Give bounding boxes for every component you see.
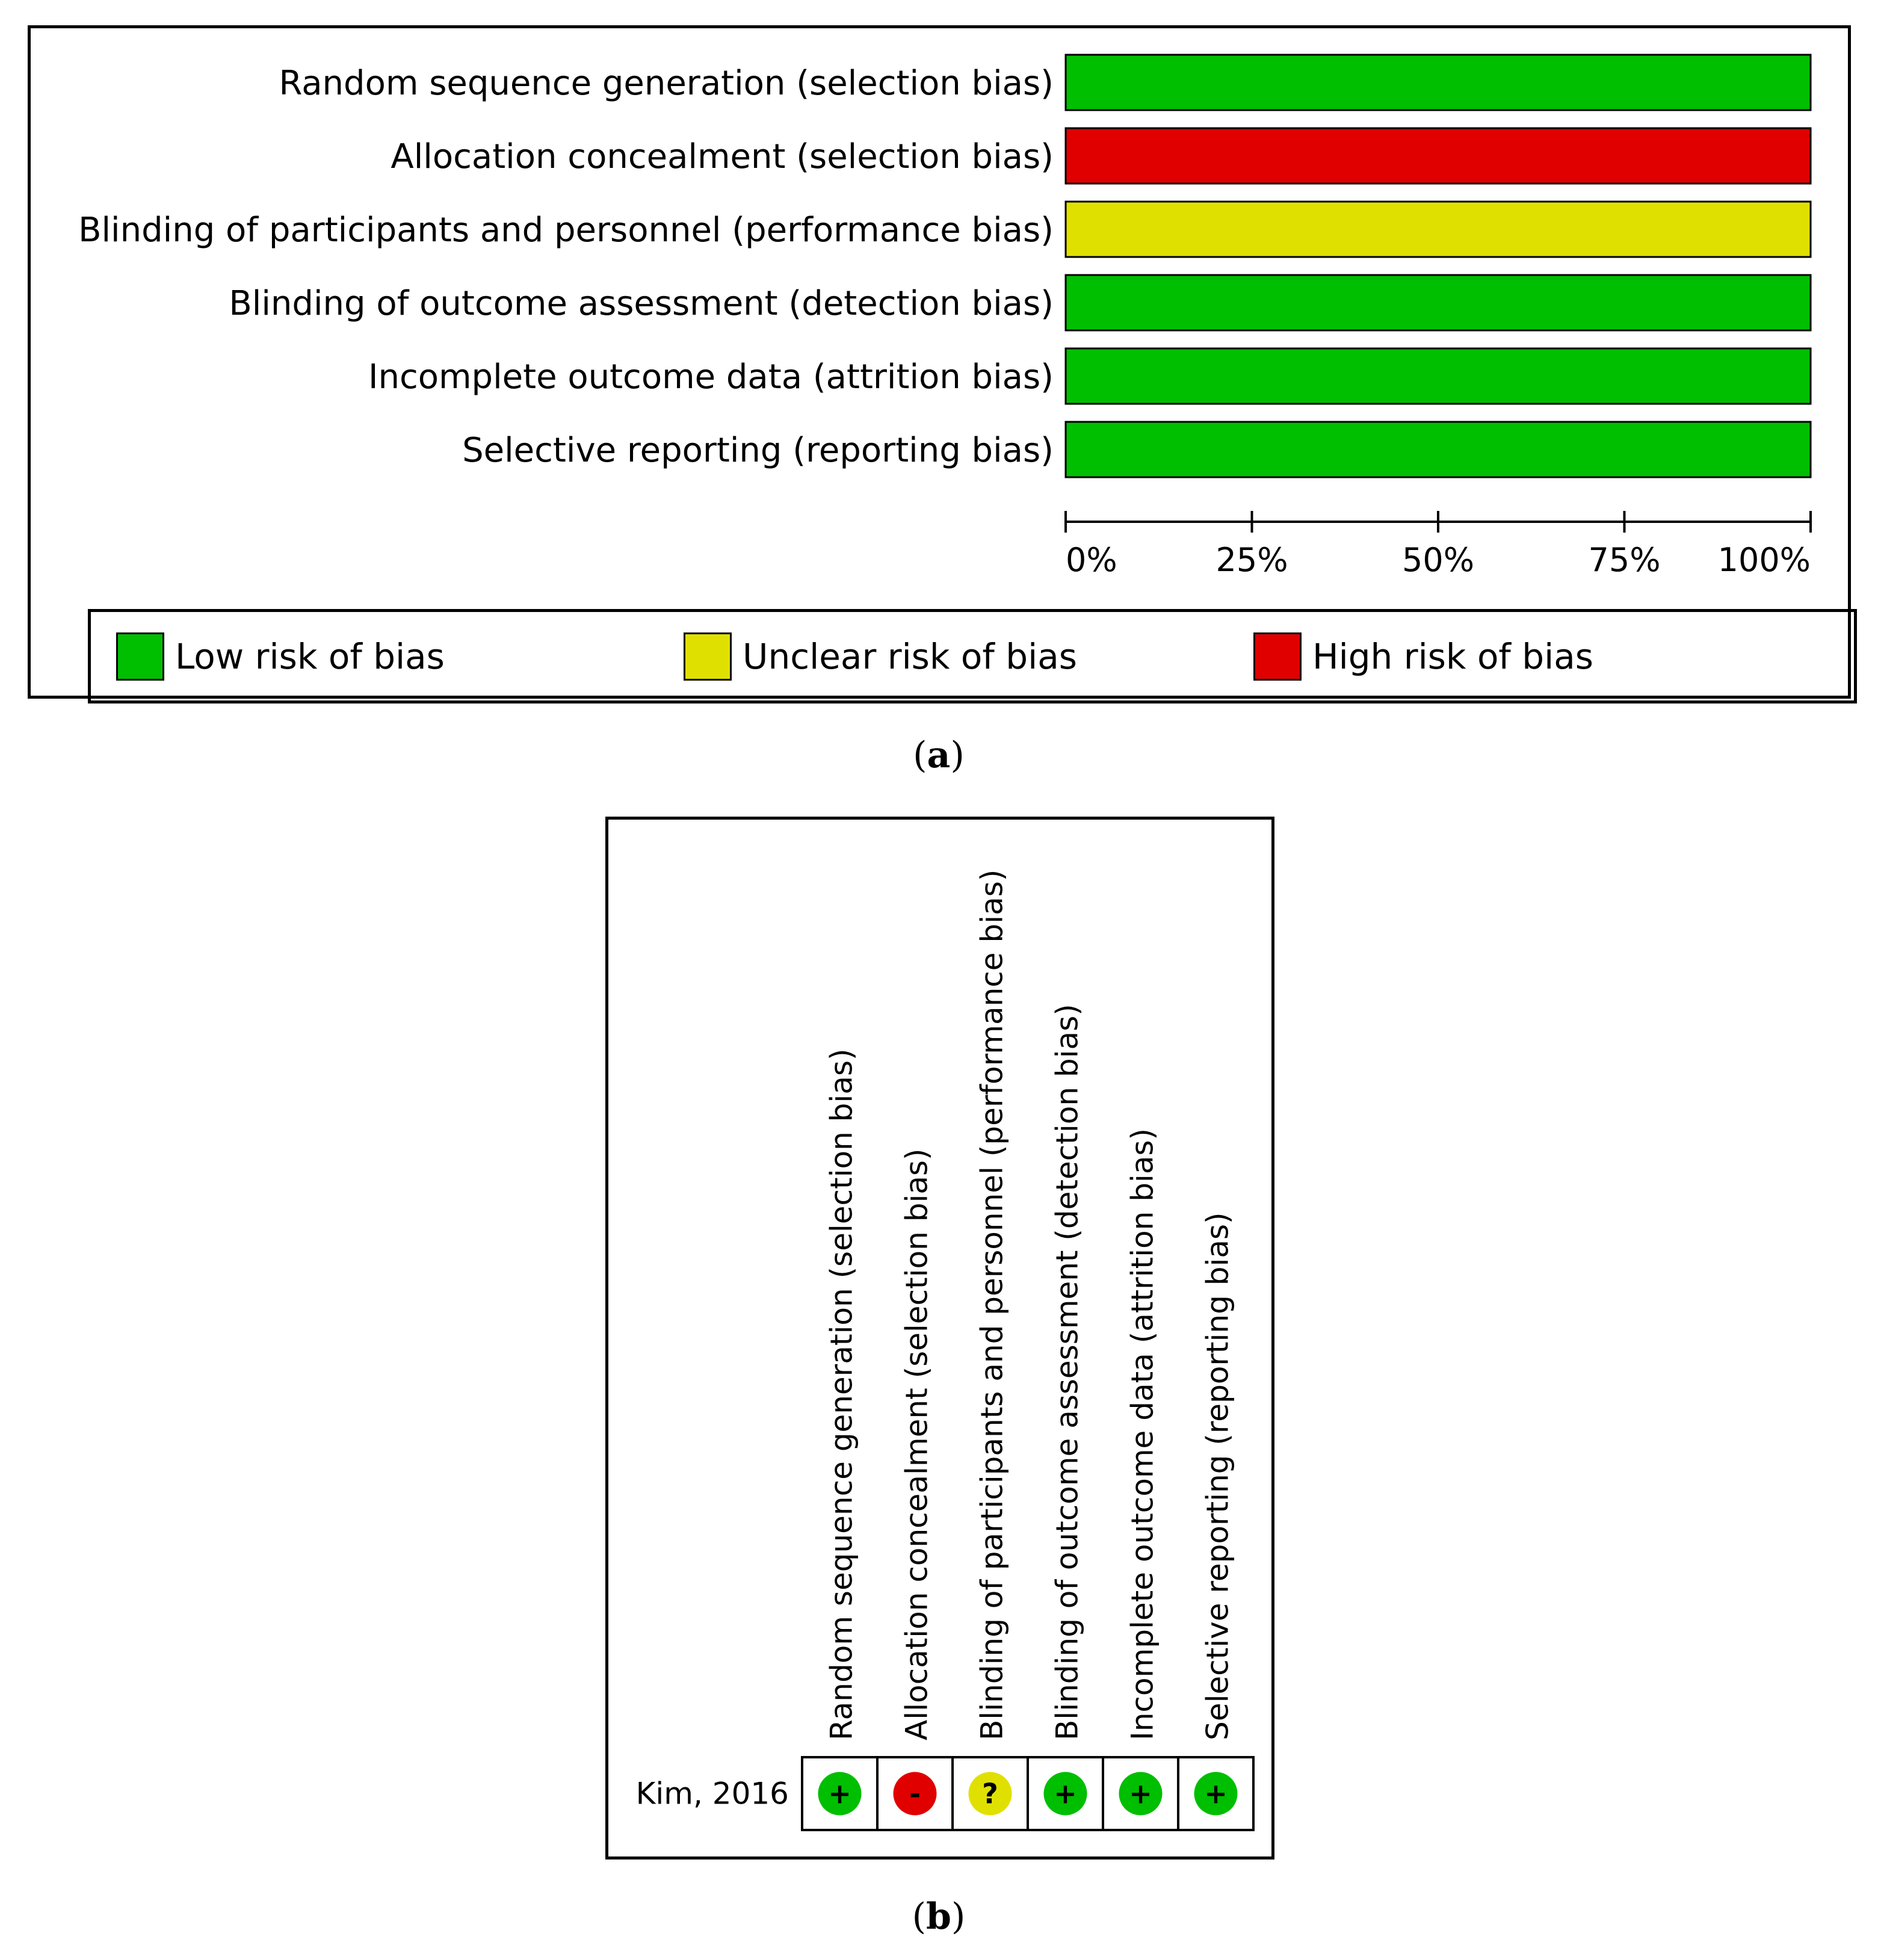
column-header: Blinding of participants and personnel (performance bias) — [974, 869, 1010, 1740]
x-tick-label: 25% — [1215, 541, 1288, 579]
caption-a-label: a — [927, 734, 951, 776]
caption-b — [879, 1896, 999, 1938]
x-tick-label: 50% — [1401, 541, 1475, 579]
study-label: Kim, 2016 — [635, 1776, 789, 1811]
x-tick-label: 100% — [1717, 541, 1811, 579]
judgement-symbol: + — [1204, 1777, 1228, 1810]
legend-swatch-unclear — [684, 632, 732, 681]
caption-b-open: ( — [912, 1896, 927, 1938]
judgement-symbol: + — [1129, 1777, 1152, 1810]
caption-b-label: b — [926, 1896, 951, 1938]
column-header: Allocation concealment (selection bias) — [899, 1148, 934, 1740]
column-header: Selective reporting (reporting bias) — [1200, 1212, 1235, 1740]
judgement-symbol: + — [1054, 1777, 1077, 1810]
column-header: Random sequence generation (selection bias) — [824, 1048, 859, 1740]
judgement-symbol: ? — [982, 1777, 998, 1810]
x-tick-label: 75% — [1588, 541, 1661, 579]
risk-of-bias-summary-table — [608, 820, 1271, 1856]
chart-legend — [88, 609, 1857, 703]
bar-segment — [1066, 55, 1811, 110]
column-header: Incomplete outcome data (attrition bias) — [1125, 1128, 1160, 1740]
bar-segment — [1066, 128, 1811, 184]
caption-a-open: ( — [913, 734, 927, 776]
bar-segment — [1066, 275, 1811, 330]
panel-a-risk-of-bias-graph — [28, 25, 1851, 699]
legend-label-high: High risk of bias — [1312, 636, 1593, 677]
legend-label-low: Low risk of bias — [175, 636, 445, 677]
judgement-symbol: - — [909, 1777, 921, 1810]
panel-b-risk-of-bias-summary — [605, 817, 1274, 1860]
bar-segment — [1066, 202, 1811, 257]
category-label: Incomplete outcome data (attrition bias) — [368, 357, 1054, 397]
judgement-symbol: + — [828, 1777, 851, 1810]
risk-of-bias-bar-chart — [31, 28, 1848, 696]
category-label: Blinding of outcome assessment (detection bias) — [229, 284, 1054, 323]
category-label: Blinding of participants and personnel (performance bias) — [78, 211, 1054, 250]
x-tick-label: 0% — [1066, 541, 1117, 579]
column-header: Blinding of outcome assessment (detection bias) — [1049, 1004, 1085, 1740]
legend-swatch-high — [1253, 632, 1302, 681]
bar-segment — [1066, 348, 1811, 404]
bar-segment — [1066, 422, 1811, 477]
category-label: Selective reporting (reporting bias) — [462, 431, 1054, 470]
legend-swatch-low — [116, 632, 164, 681]
category-label: Random sequence generation (selection bias) — [279, 64, 1054, 103]
caption-b-close: ) — [951, 1896, 966, 1938]
legend-label-unclear: Unclear risk of bias — [743, 636, 1077, 677]
caption-a — [879, 734, 999, 776]
caption-a-close: ) — [950, 734, 965, 776]
category-label: Allocation concealment (selection bias) — [391, 137, 1054, 176]
